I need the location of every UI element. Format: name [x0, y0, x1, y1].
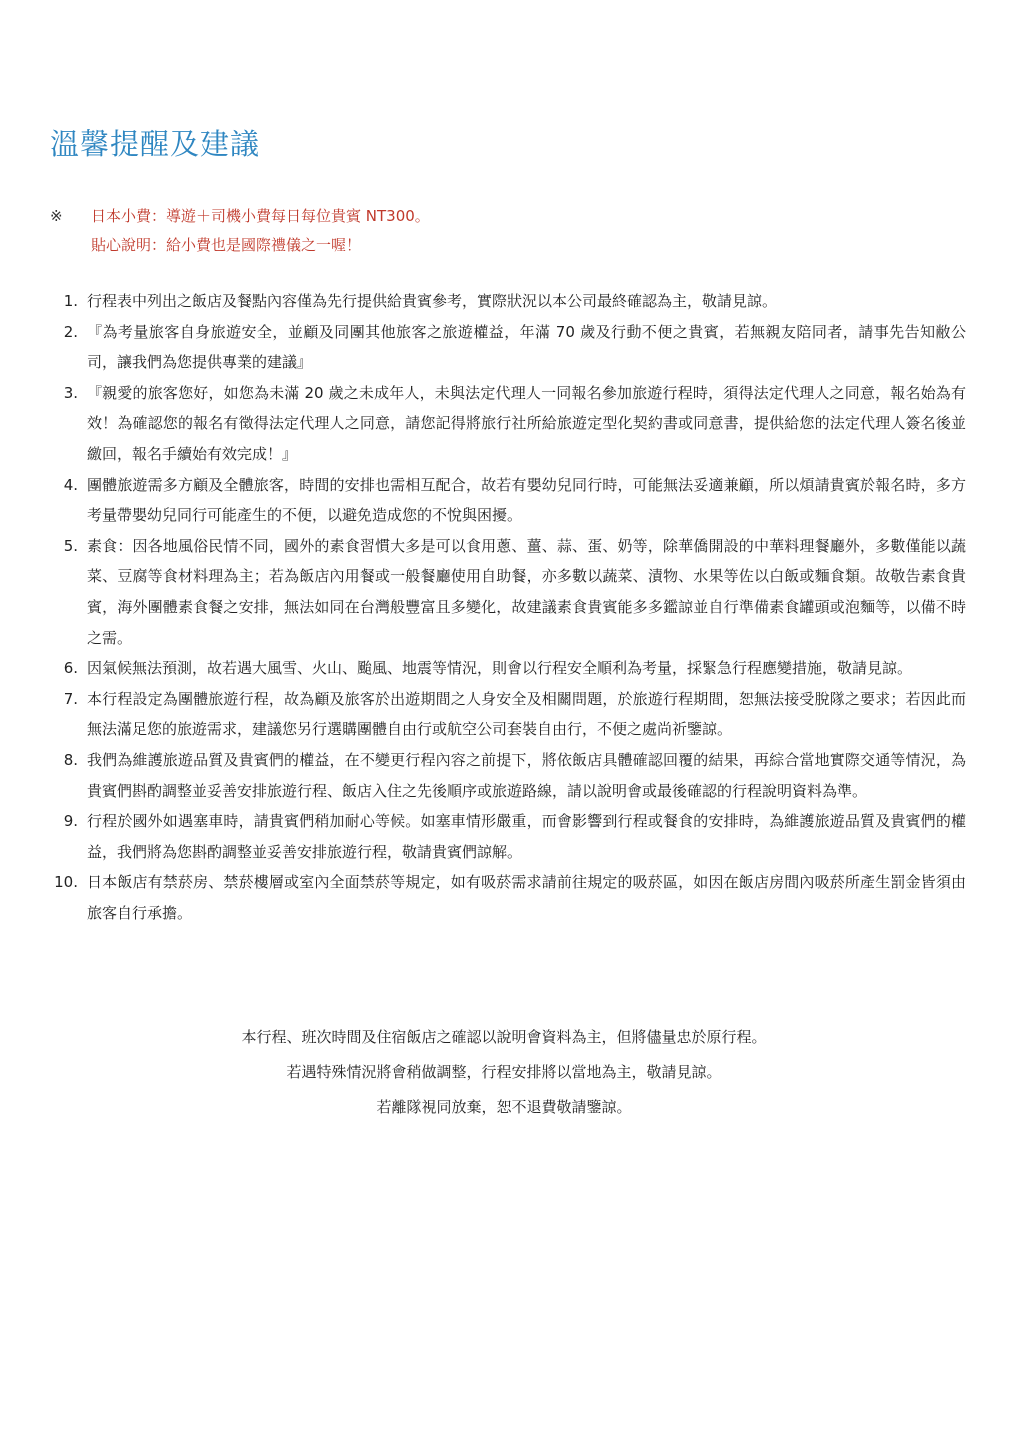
list-item: [50, 653, 966, 684]
item-number: 8.: [63, 750, 78, 769]
footer-line-confirmation: 本行程、班次時間及住宿飯店之確認以說明會資料為主，但將儘量忠於原行程。: [241, 1028, 767, 1046]
footer-line-departure: 若離隊視同放棄，恕不退費敬請鑒諒。: [376, 1098, 632, 1116]
notice-row-tip: [50, 202, 970, 231]
tip-notice: [50, 202, 970, 260]
list-item: [50, 684, 966, 745]
list-item: [50, 470, 966, 531]
reminder-list: [50, 286, 966, 928]
item-text: 行程表中列出之飯店及餐點內容僅為先行提供給貴賓參考，實際狀況以本公司最終確認為主，敬請見諒。: [87, 292, 778, 310]
item-number: 1.: [63, 292, 78, 310]
footer-notes: [0, 1020, 1008, 1125]
item-text: 『為考量旅客自身旅遊安全，並顧及同團其他旅客之旅遊權益，年滿 70 歲及行動不便之貴賓，若無親友陪同者，請事先告知敝公司，讓我們為您提供專業的建議』: [87, 322, 966, 372]
tip-amount-text: 日本小費：導遊＋司機小費每日每位貴賓 NT300。: [91, 207, 430, 225]
footer-line-adjustment: 若遇特殊情況將會稍做調整，行程安排將以當地為主，敬請見諒。: [286, 1063, 722, 1081]
list-item: [50, 317, 966, 378]
item-number: 2.: [63, 322, 78, 341]
item-text: 素食：因各地風俗民情不同，國外的素食習慣大多是可以食用蔥、薑、蒜、蛋、奶等，除華僑開設的中華料理餐廳外，多數僅能以蔬菜、豆腐等食材料理為主；若為飯店內用餐或一般餐廳使用自助餐，亦多數以蔬菜、漬物、水果等佐以白飯或麵食類。故敬告素食貴賓，海外團體素食餐之安排，無法如同在台灣般豐富且多變化，故建議素食貴賓能多多鑑諒並自行準備素食罐頭或泡麵等，以備不時之需。: [87, 536, 966, 647]
item-text: 『親愛的旅客您好，如您為未滿 20 歲之未成年人，未與法定代理人一同報名參加旅遊行程時，須得法定代理人之同意，報名始為有效！為確認您的報名有徵得法定代理人之同意，請您記得將旅行社所給旅遊定型化契約書或同意書，提供給您的法定代理人簽名後並繳回，報名手續始有效完成！』: [87, 383, 966, 463]
tip-etiquette-text: 貼心說明：給小費也是國際禮儀之一喔！: [91, 236, 362, 254]
notice-row-etiquette: [50, 231, 970, 260]
item-text: 日本飯店有禁菸房、禁菸樓層或室內全面禁菸等規定，如有吸菸需求請前往規定的吸菸區，如因在飯店房間內吸菸所產生罰金皆須由旅客自行承擔。: [87, 873, 966, 922]
item-number: 6.: [63, 659, 78, 678]
item-number: 4.: [63, 475, 78, 494]
item-text: 本行程設定為團體旅遊行程，故為顧及旅客於出遊期間之人身安全及相關問題，於旅遊行程期間，恕無法接受脫隊之要求；若因此而無法滿足您的旅遊需求，建議您另行選購團體自由行或航空公司套裝自由行，不便之處尚祈鑒諒。: [87, 689, 966, 739]
list-item: [50, 806, 966, 867]
item-number: 9.: [63, 812, 78, 831]
item-number: 5.: [63, 536, 78, 555]
page-title: 溫馨提醒及建議: [50, 127, 261, 161]
list-item: [50, 378, 966, 470]
item-number: 3.: [63, 383, 78, 402]
list-item: [50, 745, 966, 806]
item-text: 行程於國外如遇塞車時，請貴賓們稍加耐心等候。如塞車情形嚴重，而會影響到行程或餐食的安排時，為維護旅遊品質及貴賓們的權益，我們將為您斟酌調整並妥善安排旅遊行程，敬請貴賓們諒解。: [87, 812, 966, 861]
list-item: [50, 531, 966, 653]
item-number: 7.: [63, 689, 78, 708]
item-text: 我們為維護旅遊品質及貴賓們的權益，在不變更行程內容之前提下，將依飯店具體確認回覆的結果，再綜合當地實際交通等情況，為貴賓們斟酌調整並妥善安排旅遊行程、飯店入住之先後順序或旅遊路線，請以說明會或最後確認的行程說明資料為準。: [87, 750, 966, 800]
item-text: 因氣候無法預測，故若遇大風雪、火山、颱風、地震等情況，則會以行程安全順利為考量，採緊急行程應變措施，敬請見諒。: [87, 659, 913, 678]
list-item: [50, 286, 966, 317]
reference-mark-icon: ※: [50, 207, 63, 225]
item-text: 團體旅遊需多方顧及全體旅客，時間的安排也需相互配合，故若有嬰幼兒同行時，可能無法妥適兼顧，所以煩請貴賓於報名時，多方考量帶嬰幼兒同行可能產生的不便，以避免造成您的不悅與困擾。: [87, 475, 966, 525]
list-item: [50, 867, 966, 928]
item-number: 10.: [54, 873, 78, 892]
